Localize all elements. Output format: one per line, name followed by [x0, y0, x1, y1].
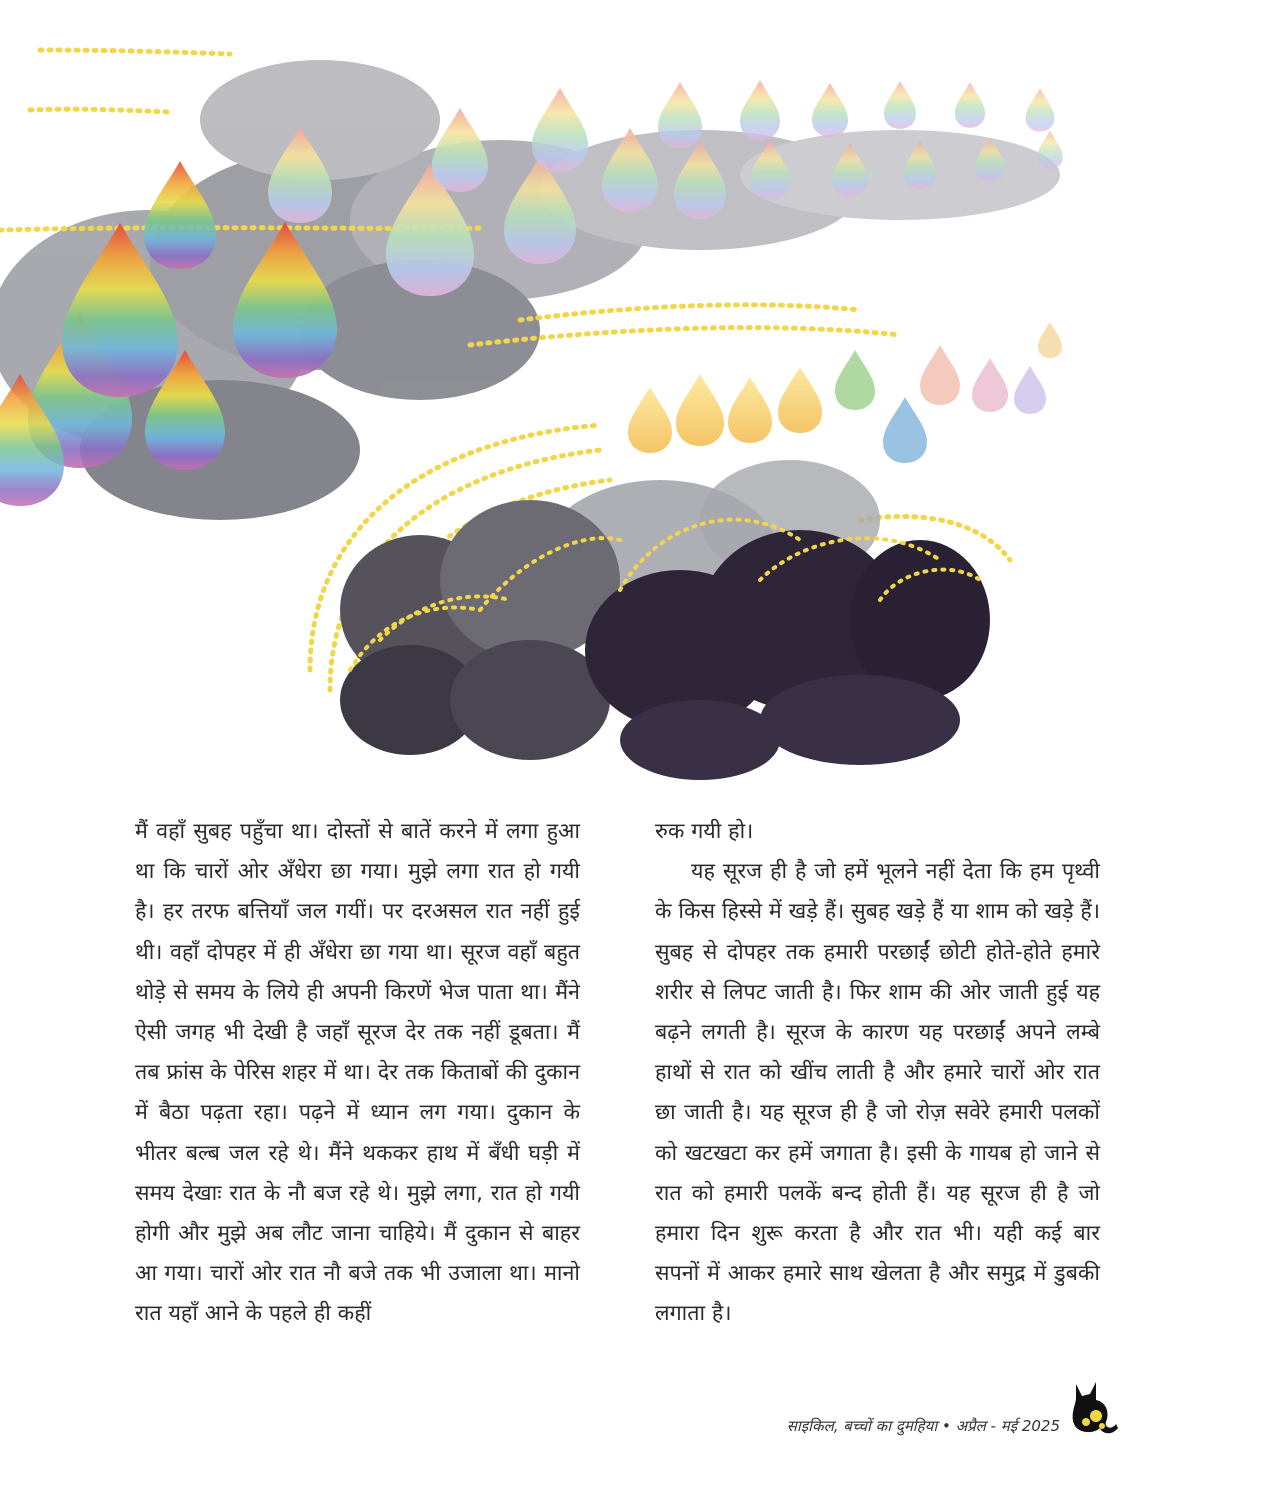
- article-right-column: [655, 812, 1100, 1335]
- yellow-drops: [628, 322, 1062, 463]
- right-continuation: रुक गयी हो।: [655, 819, 754, 844]
- left-paragraph: मैं वहाँ सुबह पहुँचा था। दोस्तों से बातें करने में लगा हुआ था कि चारों ओर अँधेरा छा गया। मुझे लगा रात हो गयी है। हर तरफ बत्तियाँ जल गयीं। पर दरअसल रात नहीं हुई थी। वहाँ दोपहर में ही अँधेरा छा गया था। सूरज वहाँ बहुत थोड़े से समय के लिये ही अपनी किरणें भेज पाता था। मैंने ऐसी जगह भी देखी है जहाँ सूरज देर तक नहीं डूबता। मैं तब फ्रांस के पेरिस शहर में था। देर तक किताबों की दुकान में बैठा पढ़ता रहा। पढ़ने में ध्यान लग गया। दुकान के भीतर बल्ब जल रहे थे। मैंने थककर हाथ में बँधी घड़ी में समय देखाः रात के नौ बज रहे थे। मुझे लगा, रात हो गयी होगी और मुझे अब लौट जाना चाहिये। मैं दुकान से बाहर आ गया। चारों ओर रात नौ बजे तक भी उजाला था। मानो रात यहाँ आने के पहले ही कहीं: [135, 819, 580, 1327]
- right-paragraph: यह सूरज ही है जो हमें भूलने नहीं देता कि हम पृथ्वी के किस हिस्से में खड़े हैं। सुबह खड़े हैं या शाम को खड़े हैं। सुबह से दोपहर तक हमारी परछाईं छोटी होते-होते हमारे शरीर से लिपट जाती है। फिर शाम की ओर जाती हुई यह बढ़ने लगती है। सूरज के कारण यह परछाईं अपने लम्बे हाथों से रात को खींच लाती है और हमारे चारों ओर रात छा जाती है। यह सूरज ही है जो रोज़ सवेरे हमारी पलकों को खटखटा कर हमें जगाता है। इसी के गायब हो जाने से रात को हमारी पलकें बन्द होती हैं। यह सूरज ही है जो हमारा दिन शुरू करता है और रात भी। यही कई बार सपनों में आकर हमारे साथ खेलता है और समुद्र में डुबकी लगाता है।: [655, 859, 1100, 1327]
- storm-clouds: [340, 460, 990, 780]
- cat-logo-icon: [1062, 1376, 1122, 1438]
- article-left-column: [135, 812, 580, 1335]
- page-footer: साइकिल, बच्चों का दुमहिया • अप्रैल - मई 2025: [786, 1417, 1060, 1435]
